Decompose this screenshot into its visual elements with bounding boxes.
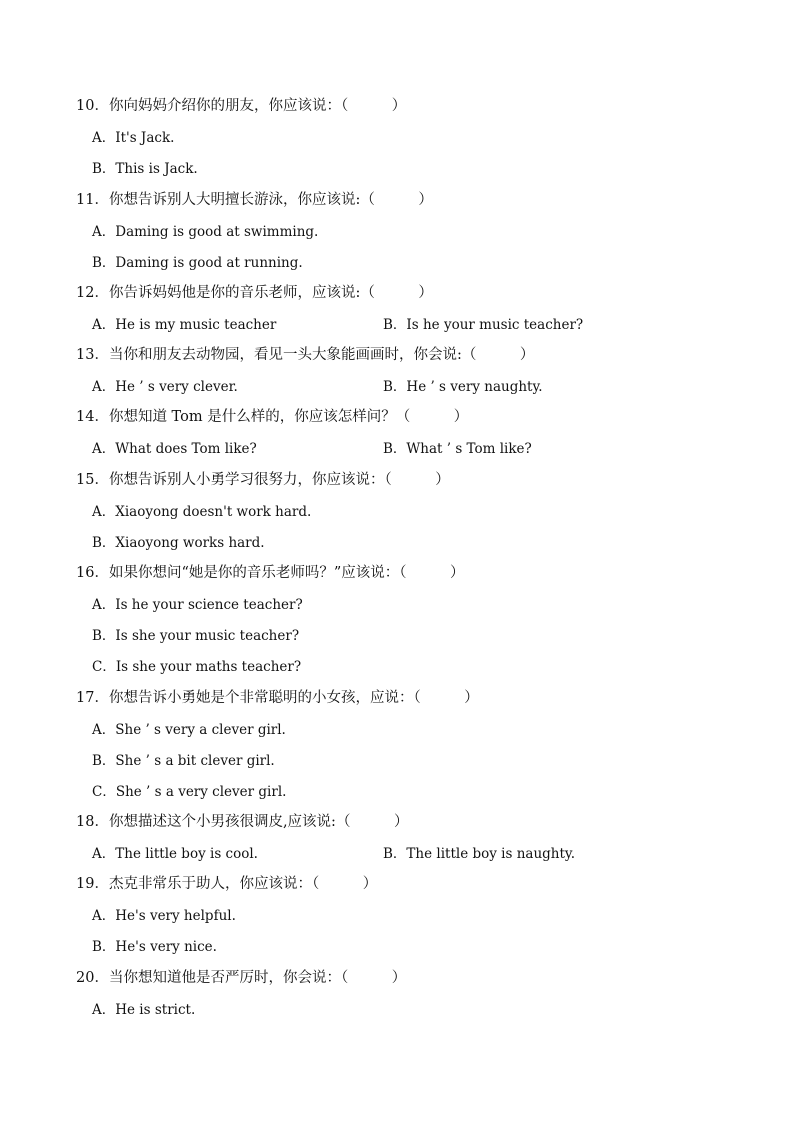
question-text: 16．如果你想问“她是你的音乐老师吗？”应该说：（ ） — [76, 565, 465, 581]
question-text: 12．你告诉妈妈他是你的音乐老师，应该说:（ ） — [76, 285, 433, 301]
option-c[interactable]: C．She ’ s a very clever girl. — [92, 784, 287, 800]
question-text: 11．你想告诉别人大明擅长游泳，你应该说:（ ） — [76, 192, 433, 208]
option-b[interactable]: B．This is Jack. — [92, 161, 198, 177]
question-19 — [0, 872, 794, 896]
question-16 — [0, 561, 794, 585]
question-text: 14．你想知道 Tom 是什么样的，你应该怎样问？（ ） — [76, 409, 469, 425]
question-text: 17．你想告诉小勇她是个非常聪明的小女孩，应说：（ ） — [76, 690, 479, 706]
option-a[interactable]: A．Daming is good at swimming. — [92, 224, 319, 240]
question-10 — [0, 94, 794, 118]
question-text: 20．当你想知道他是否严厉时，你会说：（ ） — [76, 970, 407, 986]
option-row — [0, 904, 794, 928]
question-text: 18．你想描述这个小男孩很调皮,应该说:（ ） — [76, 814, 409, 830]
option-b[interactable]: B．Xiaoyong works hard. — [92, 535, 265, 551]
option-row — [0, 157, 794, 181]
option-row — [0, 655, 794, 679]
option-a[interactable]: A．Is he your science teacher? — [92, 597, 303, 613]
option-row — [0, 718, 794, 742]
option-b[interactable]: B．She ’ s a bit clever girl. — [92, 753, 275, 769]
option-a[interactable]: A．He is my music teacher — [92, 317, 277, 333]
option-c[interactable]: C．Is she your maths teacher? — [92, 659, 302, 675]
option-a[interactable]: A．It's Jack. — [92, 130, 175, 146]
option-row — [0, 251, 794, 275]
option-a[interactable]: A．He ’ s very clever. — [92, 379, 238, 395]
option-row — [0, 126, 794, 150]
option-row — [0, 375, 794, 399]
question-17 — [0, 686, 794, 710]
option-row — [0, 220, 794, 244]
question-text: 10．你向妈妈介绍你的朋友，你应该说：（ ） — [76, 98, 407, 114]
question-12 — [0, 281, 794, 305]
option-a[interactable]: A．Xiaoyong doesn't work hard. — [92, 504, 312, 520]
question-18 — [0, 810, 794, 834]
option-a[interactable]: A．She ’ s very a clever girl. — [92, 722, 286, 738]
option-row — [0, 998, 794, 1022]
option-row — [0, 593, 794, 617]
question-14 — [0, 405, 794, 429]
option-b[interactable]: B．He's very nice. — [92, 939, 217, 955]
option-row — [0, 313, 794, 337]
option-row — [0, 437, 794, 461]
option-a[interactable]: A．The little boy is cool. — [92, 846, 258, 862]
question-text: 13．当你和朋友去动物园，看见一头大象能画画时，你会说:（ ） — [76, 347, 535, 363]
option-b[interactable]: B．The little boy is naughty. — [383, 846, 576, 862]
option-row — [0, 842, 794, 866]
question-15 — [0, 468, 794, 492]
option-a[interactable]: A．He's very helpful. — [92, 908, 236, 924]
option-row — [0, 500, 794, 524]
option-row — [0, 780, 794, 804]
option-b[interactable]: B．Is he your music teacher? — [383, 317, 584, 333]
option-b[interactable]: B．Daming is good at running. — [92, 255, 303, 271]
option-row — [0, 531, 794, 555]
option-row — [0, 935, 794, 959]
option-a[interactable]: A．He is strict. — [92, 1002, 196, 1018]
option-a[interactable]: A．What does Tom like? — [92, 441, 257, 457]
question-11 — [0, 188, 794, 212]
question-20 — [0, 966, 794, 990]
question-13 — [0, 343, 794, 367]
question-text: 19．杰克非常乐于助人，你应该说：（ ） — [76, 876, 378, 892]
option-b[interactable]: B．What ’ s Tom like? — [383, 441, 532, 457]
option-b[interactable]: B．Is she your music teacher? — [92, 628, 300, 644]
option-b[interactable]: B．He ’ s very naughty. — [383, 379, 543, 395]
question-text: 15．你想告诉别人小勇学习很努力，你应该说：（ ） — [76, 472, 450, 488]
option-row — [0, 749, 794, 773]
option-row — [0, 624, 794, 648]
